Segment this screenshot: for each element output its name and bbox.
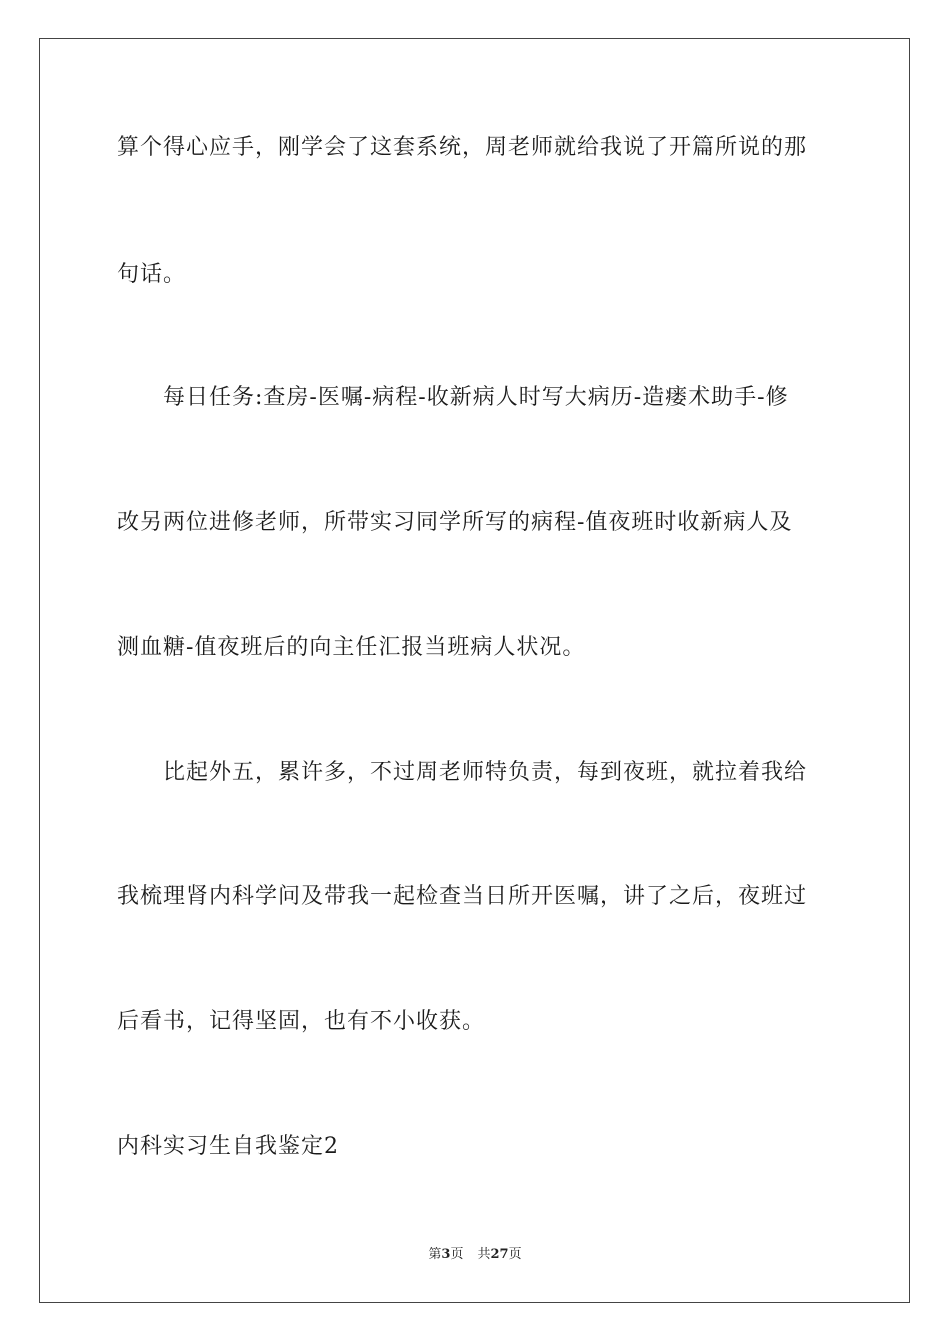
page-border xyxy=(39,38,910,1303)
body-line: 我梳理肾内科学问及带我一起检查当日所开医嘱，讲了之后，夜班过 xyxy=(117,884,808,909)
body-line: 句话。 xyxy=(117,262,187,287)
body-line: 改另两位进修老师，所带实习同学所写的病程-值夜班时收新病人及 xyxy=(117,510,793,535)
page-footer xyxy=(0,1246,950,1264)
body-line: 比起外五，累许多，不过周老师特负责，每到夜班，就拉着我给 xyxy=(163,760,808,785)
body-line: 测血糖-值夜班后的向主任汇报当班病人状况。 xyxy=(117,635,586,660)
body-line: 后看书，记得坚固，也有不小收获。 xyxy=(117,1009,486,1034)
total-pages: 27 xyxy=(490,1247,509,1262)
page-number: 3 xyxy=(441,1247,451,1262)
page-suffix: 页 xyxy=(450,1247,464,1262)
section-heading: 内科实习生自我鉴定2 xyxy=(117,1134,339,1159)
total-suffix: 页 xyxy=(508,1247,522,1262)
body-line: 每日任务:查房-医嘱-病程-收新病人时写大病历-造瘘术助手-修 xyxy=(163,385,789,410)
total-prefix: 共 xyxy=(477,1247,491,1262)
body-line: 算个得心应手，刚学会了这套系统，周老师就给我说了开篇所说的那 xyxy=(117,135,808,160)
page-prefix: 第 xyxy=(428,1247,442,1262)
